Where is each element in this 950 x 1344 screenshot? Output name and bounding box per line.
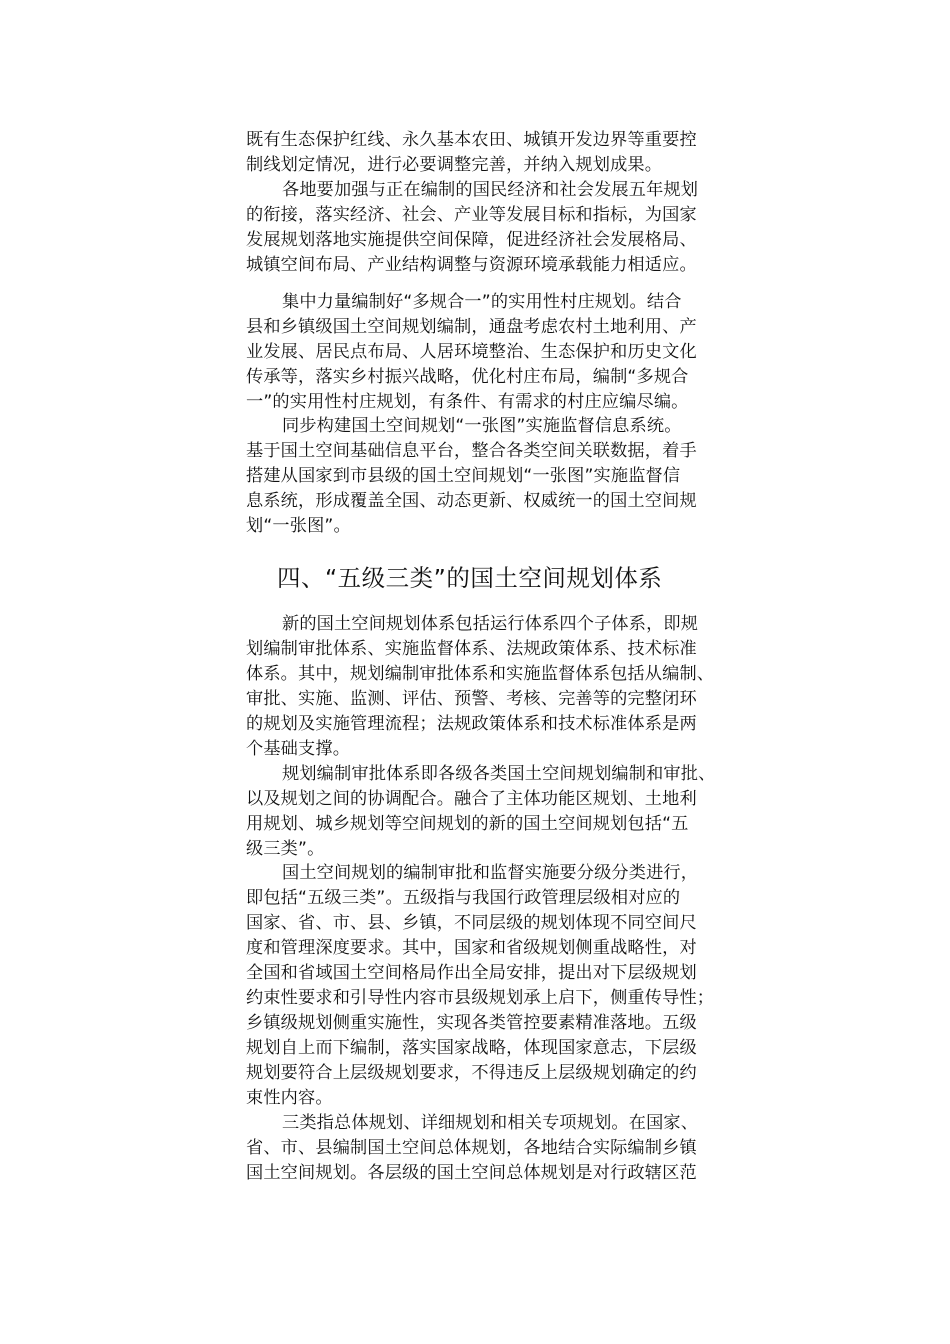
text-line: 级三类”。 (246, 839, 325, 859)
text-line: 国家、省、市、县、乡镇，不同层级的规划体现不同空间尺 (246, 913, 697, 933)
text-line: 体系。其中，规划编制审批体系和实施监督体系包括从编制、 (246, 664, 715, 684)
text-line: 乡镇级规划侧重实施性，实现各类管控要素精准落地。五级 (246, 1013, 697, 1033)
paragraph-start-line: 各地要加强与正在编制的国民经济和社会发展五年规划 (282, 180, 699, 200)
text-line: 基于国土空间基础信息平台，整合各类空间关联数据，着手 (246, 441, 697, 461)
text-line: 息系统，形成覆盖全国、动态更新、权威统一的国土空间规 (246, 491, 697, 511)
text-line: 县和乡镇级国土空间规划编制，通盘考虑农村土地利用、产 (246, 317, 697, 337)
text-line: 既有生态保护红线、永久基本农田、城镇开发边界等重要控 (246, 130, 697, 150)
text-line: 度和管理深度要求。其中，国家和省级规划侧重战略性，对 (246, 938, 697, 958)
paragraph-start-line: 三类指总体规划、详细规划和相关专项规划。在国家、 (282, 1113, 699, 1133)
text-line: 业发展、居民点布局、人居环境整治、生态保护和历史文化 (246, 342, 697, 362)
text-line: 省、市、县编制国土空间总体规划，各地结合实际编制乡镇 (246, 1138, 697, 1158)
paragraph-start-line: 集中力量编制好“多规合一”的实用性村庄规划。结合 (282, 292, 682, 312)
text-line: 发展规划落地实施提供空间保障，促进经济社会发展格局、 (246, 230, 697, 250)
text-line: 一”的实用性村庄规划，有条件、有需求的村庄应编尽编。 (246, 392, 689, 412)
text-line: 城镇空间布局、产业结构调整与资源环境承载能力相适应。 (246, 255, 697, 275)
text-line: 传承等，落实乡村振兴战略，优化村庄布局，编制“多规合 (246, 367, 689, 387)
text-line: 用规划、城乡规划等空间规划的新的国土空间规划包括“五 (246, 814, 689, 834)
text-line: 的规划及实施管理流程；法规政策体系和技术标准体系是两 (246, 714, 697, 734)
text-line: 规划自上而下编制，落实国家战略，体现国家意志，下层级 (246, 1038, 697, 1058)
text-line: 国土空间规划。各层级的国土空间总体规划是对行政辖区范 (246, 1163, 697, 1183)
text-line: 规划要符合上层级规划要求，不得违反上层级规划确定的约 (246, 1063, 697, 1083)
paragraph-start-line: 同步构建国土空间规划“一张图”实施监督信息系统。 (282, 416, 682, 436)
text-line: 以及规划之间的协调配合。融合了主体功能区规划、土地利 (246, 789, 697, 809)
section-heading: 四、“五级三类”的国土空间规划体系 (277, 564, 663, 592)
text-line: 全国和省域国土空间格局作出全局安排，提出对下层级规划 (246, 963, 697, 983)
text-line: 束性内容。 (246, 1088, 333, 1108)
text-line: 约束性要求和引导性内容市县级规划承上启下，侧重传导性； (246, 988, 715, 1008)
paragraph-start-line: 规划编制审批体系即各级各类国土空间规划编制和审批、 (282, 764, 716, 784)
text-line: 即包括“五级三类”。五级指与我国行政管理层级相对应的 (246, 888, 681, 908)
paragraph-start-line: 新的国土空间规划体系包括运行体系四个子体系，即规 (282, 614, 699, 634)
text-line: 搭建从国家到市县级的国土空间规划“一张图”实施监督信 (246, 466, 681, 486)
text-line: 制线划定情况，进行必要调整完善，并纳入规划成果。 (246, 155, 663, 175)
text-line: 个基础支撑。 (246, 739, 351, 759)
text-line: 的衔接，落实经济、社会、产业等发展目标和指标，为国家 (246, 205, 697, 225)
text-line: 审批、实施、监测、评估、预警、考核、完善等的完整闭环 (246, 689, 697, 709)
text-line: 划编制审批体系、实施监督体系、法规政策体系、技术标准 (246, 639, 697, 659)
text-line: 划“一张图”。 (246, 516, 351, 536)
paragraph-start-line: 国土空间规划的编制审批和监督实施要分级分类进行， (282, 863, 699, 883)
